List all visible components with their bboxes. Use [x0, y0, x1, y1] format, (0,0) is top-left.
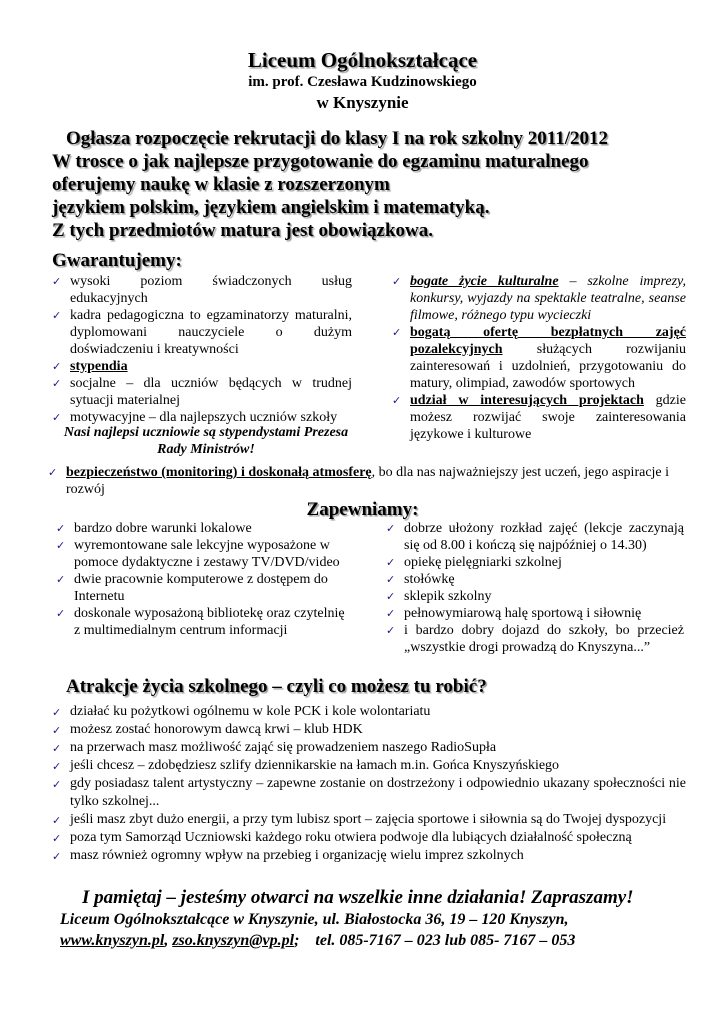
intro-line-3: oferujemy naukę w klasie z rozszerzonym [52, 174, 390, 195]
check-icon: ✓ [52, 378, 62, 390]
check-icon: ✓ [52, 412, 62, 424]
list-item: ✓ kadra pedagogiczna to egzaminatorzy maturalni, dyplomowani nauczyciele o dużym doświadczeniu i kreatywności [52, 308, 352, 357]
list-item: ✓ na przerwach masz możliwość zająć się prowadzeniem naszego RadioSupła [52, 739, 686, 757]
check-icon: ✓ [52, 815, 62, 827]
list-item: ✓ socjalne – dla uczniów będących w trudnej sytuacji materialnej [52, 376, 352, 408]
list-item: ✓ doskonale wyposażoną bibliotekę oraz czytelnię z multimedialnym centrum informacji [56, 606, 345, 638]
check-icon: ✓ [52, 743, 62, 755]
check-icon: ✓ [386, 557, 396, 569]
contact-line: www.knyszyn.pl, zso.knyszyn@vp.pl; tel. 085-7167 – 023 lub 085- 7167 – 053 [60, 932, 576, 949]
list-item: ✓ stypendia [52, 359, 128, 374]
list-item: ✓ bogatą ofertę bezpłatnych zajęć pozalekcyjnych służących rozwijaniu zainteresowań i uzdolnień, przygotowaniu do matury, olimpiad, zawodów sportowych [392, 325, 686, 391]
guarantees-right-list [392, 273, 686, 443]
phone: tel. 085-7167 – 023 lub 085- 7167 – 053 [315, 932, 576, 949]
list-item: ✓ dobrze ułożony rozkład zajęć (lekcje zaczynają się od 8.00 i kończą się najpóźniej o 14.30) [386, 521, 684, 553]
address: Liceum Ogólnokształcące w Knyszynie, ul. Białostocka 36, 19 – 120 Knyszyn, [60, 911, 569, 928]
check-icon: ✓ [392, 327, 402, 339]
check-icon: ✓ [56, 574, 66, 586]
intro-line-1: Ogłasza rozpoczęcie rekrutacji do klasy I na rok szkolny 2011/2012 [66, 128, 609, 149]
check-icon: ✓ [52, 725, 62, 737]
slogan: I pamiętaj – jesteśmy otwarci na wszelkie inne działania! Zapraszamy! [82, 887, 634, 908]
check-icon: ✓ [56, 523, 66, 535]
list-item: ✓ bogate życie kulturalne – szkolne imprezy, konkursy, wyjazdy na spektakle teatralne, seanse filmowe, różnego typu wycieczki [392, 274, 686, 323]
provide-right-list [386, 520, 684, 656]
provide-left-list [56, 520, 346, 639]
check-icon: ✓ [52, 276, 62, 288]
check-icon: ✓ [52, 707, 62, 719]
check-icon: ✓ [386, 625, 396, 637]
patron: im. prof. Czesława Kudzinowskiego [248, 74, 477, 90]
list-item: ✓ gdy posiadasz talent artystyczny – zapewne zostanie on dostrzeżony i odpowiednio ukazany społeczności nie tylko szkolnej... [52, 776, 686, 809]
list-item: ✓ bezpieczeństwo (monitoring) i doskonałą atmosferę, bo dla nas najważniejszy jest uczeń, jego aspiracje i rozwój [48, 465, 670, 497]
list-item: ✓ wyremontowane sale lekcyjne wyposażone w pomoce dydaktyczne i zestawy TV/DVD/video [56, 538, 340, 570]
check-icon: ✓ [392, 276, 402, 288]
list-item: ✓ i bardzo dobry dojazd do szkoły, bo przecież „wszystkie drogi prowadzą do Knyszyna...” [386, 623, 684, 655]
list-item: ✓ wysoki poziom świadczonych usług edukacyjnych [52, 274, 352, 306]
list-item: ✓ opiekę pielęgniarki szkolnej [386, 555, 562, 570]
check-icon: ✓ [392, 395, 402, 407]
list-item: ✓ bardzo dobre warunki lokalowe [56, 521, 252, 536]
check-icon: ✓ [48, 467, 58, 479]
check-icon: ✓ [386, 574, 396, 586]
list-item: ✓ udział w interesujących projektach gdzie możesz rozwijać swoje zainteresowania językowe i kulturowe [392, 393, 686, 442]
check-icon: ✓ [386, 608, 396, 620]
guarantees-full-list [48, 464, 688, 498]
check-icon: ✓ [52, 851, 62, 863]
town: w Knyszynie [316, 93, 409, 112]
scholarship-note: Nasi najlepsi uczniowie są stypendystami Prezesa Rady Ministrów! [63, 425, 349, 457]
list-item: ✓ masz również ogromny wpływ na przebieg i organizację wielu imprez szkolnych [52, 847, 686, 865]
check-icon: ✓ [52, 761, 62, 773]
provide-heading: Zapewniamy: [306, 499, 419, 520]
guarantees-left-list [52, 273, 352, 426]
attractions-heading: Atrakcje życia szkolnego – czyli co możesz tu robić? [66, 676, 487, 697]
list-item: ✓ pełnowymiarową halę sportową i siłownię [386, 606, 642, 621]
list-item: ✓ poza tym Samorząd Uczniowski każdego roku otwiera podwoje dla lubiących działalność społeczną [52, 829, 686, 847]
website-link[interactable]: www.knyszyn.pl [60, 932, 165, 949]
intro-line-2: W trosce o jak najlepsze przygotowanie do egzaminu maturalnego [52, 151, 589, 172]
list-item: ✓ działać ku pożytkowi ogólnemu w kole PCK i kole wolontariatu [52, 703, 686, 721]
list-item: ✓ sklepik szkolny [386, 589, 492, 604]
intro-line-4: językiem polskim, językiem angielskim i matematyką. [52, 197, 490, 218]
guarantees-heading: Gwarantujemy: [52, 250, 182, 271]
attractions-list [52, 703, 686, 865]
school-name: Liceum Ogólnokształcące [247, 48, 478, 72]
check-icon: ✓ [56, 540, 66, 552]
check-icon: ✓ [52, 779, 62, 791]
intro-line-5: Z tych przedmiotów matura jest obowiązkowa. [52, 220, 434, 241]
list-item: ✓ stołówkę [386, 572, 455, 587]
check-icon: ✓ [52, 310, 62, 322]
list-item: ✓ jeśli chcesz – zdobędziesz szlify dziennikarskie na łamach m.in. Gońca Knyszyńskiego [52, 757, 686, 775]
list-item: ✓ dwie pracownie komputerowe z dostępem do Internetu [56, 572, 328, 604]
check-icon: ✓ [52, 833, 62, 845]
list-item: ✓ możesz zostać honorowym dawcą krwi – klub HDK [52, 721, 686, 739]
email-link[interactable]: zso.knyszyn@vp.pl [172, 932, 295, 949]
list-item: ✓ jeśli masz zbyt dużo energii, a przy tym lubisz sport – zajęcia sportowe i siłownia są do Twojej dyspozycji [52, 811, 686, 829]
check-icon: ✓ [386, 591, 396, 603]
check-icon: ✓ [386, 523, 396, 535]
check-icon: ✓ [56, 608, 66, 620]
check-icon: ✓ [52, 361, 62, 373]
list-item: ✓ motywacyjne – dla najlepszych uczniów szkoły [52, 410, 338, 425]
